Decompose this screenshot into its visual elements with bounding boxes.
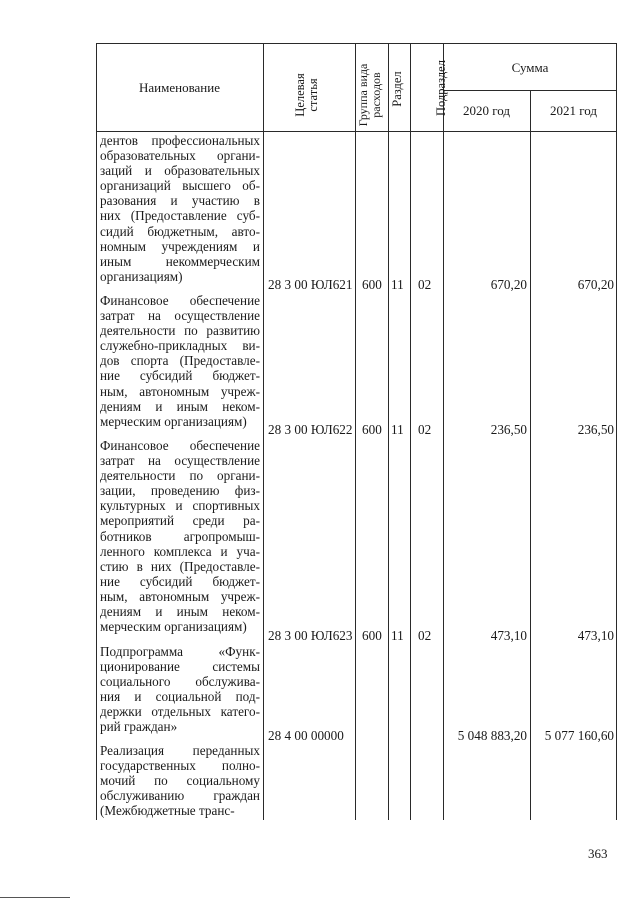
row-sum-2021: 670,20 <box>577 277 614 292</box>
row-name-line: рий граждан» <box>100 719 178 735</box>
row-group: 600 <box>362 628 382 643</box>
page-number: 363 <box>588 846 608 861</box>
header-sum: Сумма <box>511 60 549 75</box>
row-name-line: культурных и спортивных <box>100 498 260 514</box>
table-row-name <box>100 743 260 818</box>
row-name-line: дентов профессиональных <box>100 133 260 148</box>
col-divider-section <box>410 43 411 820</box>
row-name-line: дениям и иным неком- <box>100 398 260 414</box>
row-name-line: служебно-прикладных ви- <box>100 338 260 354</box>
row-section: 11 <box>391 277 404 292</box>
row-name-line: ния и социальной под- <box>100 689 260 705</box>
row-code: 28 3 00 ЮЛ621 <box>268 277 353 292</box>
header-name: Наименование <box>139 80 220 95</box>
row-name-line: затрат на осуществление <box>100 308 260 324</box>
row-name-line: Финансовое обеспечение <box>100 293 260 308</box>
row-name-line: них (Предоставление суб- <box>100 208 260 224</box>
row-sum-2021: 236,50 <box>577 422 614 437</box>
col-divider-subsection <box>443 43 444 820</box>
row-sum-2021: 473,10 <box>577 628 614 643</box>
row-name-line: образовательных органи- <box>100 148 260 164</box>
row-name-line: мероприятий среди ра- <box>100 513 260 529</box>
row-name-line: государственных полно- <box>100 758 260 774</box>
row-sum-2020: 670,20 <box>490 277 527 292</box>
row-name-line: Реализация переданных <box>100 743 260 758</box>
table-row-name <box>100 293 260 429</box>
col-divider-code <box>355 43 356 820</box>
row-name-line: мерческим организациям) <box>100 619 247 635</box>
row-name-line: стию в них (Предоставле- <box>100 558 260 574</box>
header-target-article: Целевая статья <box>293 73 320 117</box>
table-row-name <box>100 644 260 735</box>
row-subsection: 02 <box>418 277 432 292</box>
row-name-line: иным некоммерческим <box>100 253 260 269</box>
row-code: 28 3 00 ЮЛ622 <box>268 422 353 437</box>
row-name-line: мерческим организациям) <box>100 413 247 429</box>
row-name-line: дов спорта (Предоставле- <box>100 353 260 369</box>
header-subsection: Подраздел <box>434 60 448 116</box>
row-section: 11 <box>391 422 404 437</box>
row-name-line: обслуживанию граждан <box>100 788 260 804</box>
row-name-line: организаций высшего об- <box>100 178 260 194</box>
row-name-line: ционирование системы <box>100 659 260 675</box>
row-sum-2020: 5 048 883,20 <box>457 728 527 743</box>
table-row-name <box>100 133 260 284</box>
row-code: 28 4 00 00000 <box>268 728 344 743</box>
table-row-name <box>100 438 260 634</box>
row-name-line: социального обслужива- <box>100 674 260 690</box>
row-name-line: ленного комплекса и уча- <box>100 543 260 559</box>
header-year-2020: 2020 год <box>463 103 510 118</box>
row-name-line: мочий по социальному <box>100 773 260 789</box>
row-name-line: ние субсидий бюджет- <box>100 573 260 589</box>
row-name-line: (Межбюджетные транс- <box>100 803 235 819</box>
row-name-line: дениям и иным неком- <box>100 604 260 620</box>
row-sum-2020: 473,10 <box>490 628 527 643</box>
row-group: 600 <box>362 277 382 292</box>
row-sum-2020: 236,50 <box>490 422 527 437</box>
row-section: 11 <box>391 628 404 643</box>
table-top-border <box>96 43 617 44</box>
table-right-border <box>616 43 617 820</box>
table-left-border-lower <box>96 337 97 820</box>
row-name-line: Подпрограмма «Функ- <box>100 644 260 659</box>
col-divider-group <box>388 43 389 820</box>
row-name-line: ние субсидий бюджет- <box>100 368 260 384</box>
row-sum-2021: 5 077 160,60 <box>544 728 614 743</box>
row-name-line: Финансовое обеспечение <box>100 438 260 453</box>
footer-rule <box>0 897 70 898</box>
row-name-line: затрат на осуществление <box>100 453 260 469</box>
row-name-line: заций и образовательных <box>100 163 260 179</box>
row-name-line: зации, проведению физ- <box>100 483 260 499</box>
header-section: Раздел <box>390 71 404 107</box>
row-name-line: деятельности по развитию <box>100 323 260 339</box>
col-divider-years <box>530 90 531 820</box>
row-subsection: 02 <box>418 628 432 643</box>
row-name-line: держки отдельных катего- <box>100 704 260 720</box>
row-name-line: ным, автономным учреж- <box>100 383 260 399</box>
row-subsection: 02 <box>418 422 432 437</box>
row-name-line: номным учреждениям и <box>100 238 260 254</box>
row-name-line: деятельности по органи- <box>100 468 260 484</box>
col-divider-name <box>263 43 264 820</box>
row-name-line: разования и участию в <box>100 193 260 209</box>
row-name-line: сидий бюджетным, авто- <box>100 223 260 239</box>
row-name-line: ным, автономным учреж- <box>100 588 260 604</box>
header-year-2021: 2021 год <box>550 103 597 118</box>
header-expense-group: Группа вида расходов <box>356 63 383 127</box>
row-name-line: ботников агропромыш- <box>100 528 260 544</box>
row-group: 600 <box>362 422 382 437</box>
row-code: 28 3 00 ЮЛ623 <box>268 628 353 643</box>
row-name-line: организациям) <box>100 268 183 284</box>
